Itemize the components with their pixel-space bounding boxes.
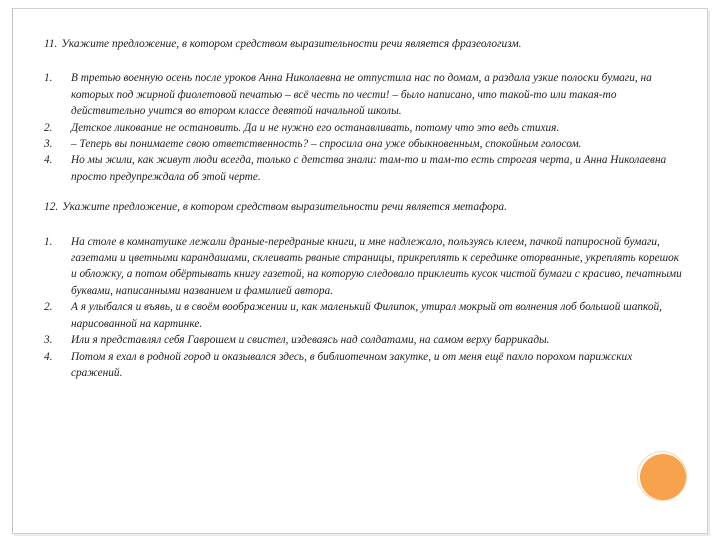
question-11-number: 11. xyxy=(44,38,58,50)
answer-text: Или я представлял себя Гаврошем и свистел, издеваясь над солдатами, на самом верху баррикады. xyxy=(71,334,550,347)
question-12 xyxy=(44,199,684,381)
answer-number: 3. xyxy=(44,138,53,151)
question-11-title xyxy=(44,36,684,52)
answer-number: 2. xyxy=(44,301,53,314)
question-11-answers xyxy=(44,70,684,185)
question-12-title xyxy=(44,199,684,215)
answer-option xyxy=(44,234,684,300)
question-12-answers xyxy=(44,234,684,382)
question-12-prompt: Укажите предложение, в котором средством выразительности речи является метафора. xyxy=(62,201,507,214)
answer-text: – Теперь вы понимаете свою ответственность? – спросила она уже обыкновенным, спокойным голосом. xyxy=(71,138,582,151)
answer-text: Но мы жили, как живут люди всегда, только с детства знали: там-то и там-то есть строгая черта, и Анна Николаевна просто предупреждала об этой черте. xyxy=(71,154,667,183)
slide-frame-rail xyxy=(12,8,13,532)
answer-number: 4. xyxy=(44,350,53,363)
answer-text: В третью военную осень после уроков Анна Николаевна не отпустила нас по домам, а раздала узкие полоски бумаги, на которых под жирной фиолетовой печатью – всё честь по чести! – было написано, что такой-то или такая-то действительно учится во втором классе девятой начальной школы. xyxy=(71,72,652,118)
decorative-orange-circle xyxy=(640,454,686,500)
answer-number: 1. xyxy=(44,72,53,85)
answer-number: 1. xyxy=(44,235,53,248)
answer-option xyxy=(44,120,684,136)
document-body xyxy=(44,36,684,381)
answer-option xyxy=(44,332,684,348)
question-11 xyxy=(44,36,684,185)
answer-text: Потом я ехал в родной город и оказывался здесь, в библиотечном закутке, и от меня ещё пахло порохом парижских сражений. xyxy=(71,350,633,379)
answer-text: На столе в комнатушке лежали драные-передраные книги, и мне надлежало, пользуясь клеем, пачкой папиросной бумаги, газетами и цветными карандашами, склеивать рваные страницы, прикреплять к серединке оторванные, укреплять корешок и обложку, а потом обёртывать книгу газетой, на которую следовало приклеить кусок чистой бумаги с красиво, печатными буквами, написанными названием и фамилией автора. xyxy=(71,235,682,297)
question-11-prompt: Укажите предложение, в котором средством выразительности речи является фразеологизм. xyxy=(61,38,522,50)
answer-number: 4. xyxy=(44,154,53,167)
answer-option xyxy=(44,349,684,382)
answer-text: А я улыбался и въявь, и в своём воображении и, как маленький Филипок, утирал мокрый от волнения лоб большой шапкой, нарисованной на картинке. xyxy=(71,301,662,330)
answer-number: 2. xyxy=(44,121,53,134)
question-12-number: 12. xyxy=(44,201,59,214)
answer-option xyxy=(44,152,684,185)
answer-option xyxy=(44,70,684,119)
answer-number: 3. xyxy=(44,334,53,347)
answer-option xyxy=(44,299,684,332)
answer-option xyxy=(44,136,684,152)
answer-text: Детское ликование не остановить. Да и не нужно его останавливать, потому что это ведь стихия. xyxy=(71,121,560,134)
